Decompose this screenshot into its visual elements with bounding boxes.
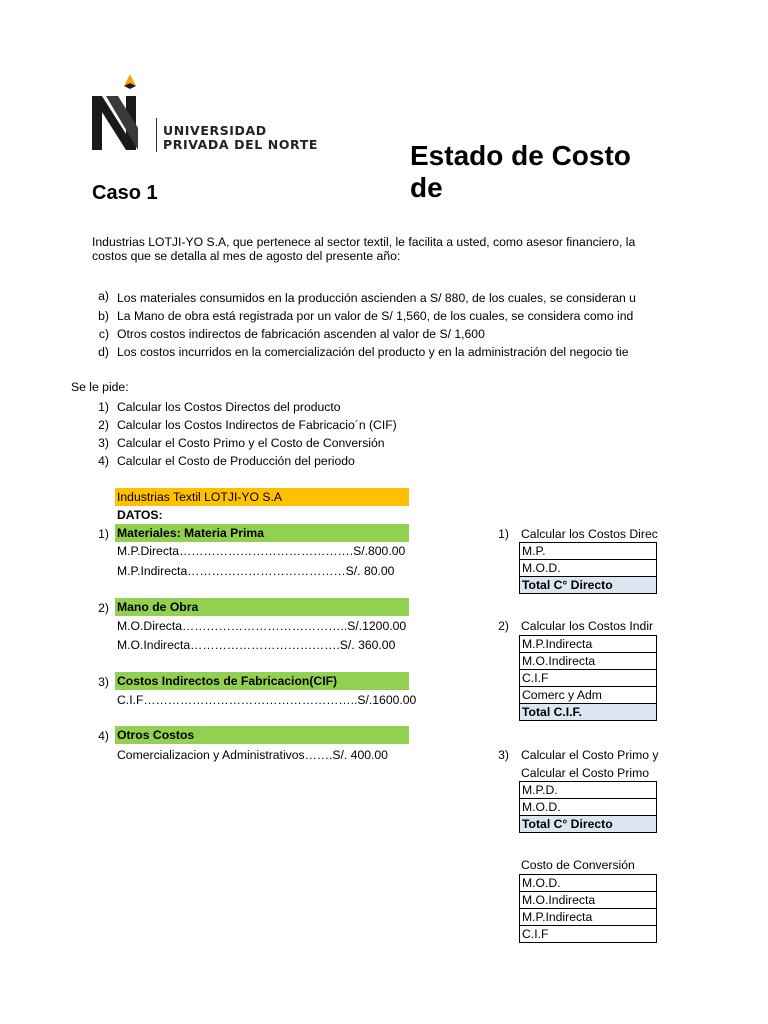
case-heading: Caso 1 (92, 182, 158, 204)
fact-text: Los costos incurridos en la comercialización del producto y en la administración del negocio tie (117, 345, 629, 359)
section-header-otros-costos: Otros Costos (115, 726, 409, 744)
data-line: M.P.Directa…………………………………….S/.800.00 (117, 544, 406, 558)
section-num: 4) (98, 729, 109, 743)
table-cell[interactable]: Comerc y Adm (520, 687, 657, 704)
table-cell[interactable]: M.O.Indirecta (520, 892, 657, 909)
section-header-materiales: Materiales: Materia Prima (115, 524, 409, 542)
ask-num: 1) (98, 400, 109, 414)
intro-line-1: Industrias LOTJI-YO S.A, que pertenece al sector textil, le facilita a usted, como asesor financiero, la (92, 235, 636, 249)
question-label: Calcular el Costo Primo y (521, 748, 659, 762)
table-cell[interactable]: M.O.D. (520, 560, 657, 577)
costos-directos-table (519, 542, 657, 594)
table-total-cell[interactable]: Total C.I.F. (520, 704, 657, 721)
data-line: M.P.Indirecta…………………………………S/. 80.00 (117, 564, 395, 578)
fact-key: c) (98, 327, 109, 341)
university-name-line2: PRIVADA DEL NORTE (163, 137, 318, 152)
data-line: C.I.F……………………………………………..S/.1600.00 (117, 693, 417, 707)
ask-item: Calcular los Costos Indirectos de Fabricacio´n (CIF) (117, 418, 397, 432)
fact-key: a) (98, 289, 109, 303)
section-num: 1) (98, 527, 109, 541)
table-cell[interactable]: M.P.D. (520, 782, 657, 799)
company-banner: Industrias Textil LOTJI-YO S.A (115, 488, 409, 506)
table-total-cell[interactable]: Total C° Directo (520, 816, 657, 833)
datos-label: DATOS: (117, 508, 163, 522)
question-label: Calcular los Costos Indir (521, 619, 654, 633)
section-header-mano-obra: Mano de Obra (115, 598, 409, 616)
page-title: Estado de Costo de (410, 140, 631, 203)
question-num: 1) (498, 527, 509, 541)
question-sublabel: Calcular el Costo Primo (521, 766, 650, 780)
data-line: M.O.Directa…………………………………..S/.1200.00 (117, 619, 407, 633)
ask-num: 3) (98, 436, 109, 450)
table-cell[interactable]: M.O.D. (520, 799, 657, 816)
section-header-cif: Costos Indirectos de Fabricacion(CIF) (115, 672, 409, 690)
fact-text: La Mano de obra está registrada por un valor de S/ 1,560, de los cuales, se considera como ind (117, 309, 634, 323)
ask-item: Calcular los Costos Directos del producto (117, 400, 341, 414)
ask-item: Calcular el Costo Primo y el Costo de Conversión (117, 436, 385, 450)
section-num: 2) (98, 601, 109, 615)
conversion-label: Costo de Conversión (521, 858, 635, 872)
table-cell[interactable]: M.P. (520, 543, 657, 560)
ask-label: Se le pide: (71, 380, 129, 394)
costo-conversion-table (519, 874, 657, 943)
fact-text: Otros costos indirectos de fabricación ascenden al valor de S/ 1,600 (117, 327, 485, 341)
fact-key: b) (98, 309, 109, 323)
section-num: 3) (98, 675, 109, 689)
ask-num: 4) (98, 454, 109, 468)
cif-table (519, 635, 657, 721)
table-cell[interactable]: C.I.F (520, 926, 657, 943)
data-line: M.O.Indirecta……………………………….S/. 360.00 (117, 638, 396, 652)
ask-item: Calcular el Costo de Producción del periodo (117, 454, 355, 468)
question-label: Calcular los Costos Direc (521, 527, 658, 541)
table-cell[interactable]: M.O.D. (520, 875, 657, 892)
fact-key: d) (98, 345, 109, 359)
table-total-cell[interactable]: Total C° Directo (520, 577, 657, 594)
question-num: 2) (498, 619, 509, 633)
fact-text: Los materiales consumidos en la producción ascienden a S/ 880, de los cuales, se consideran u (117, 291, 636, 305)
university-name-line1: UNIVERSIDAD (163, 123, 267, 138)
question-num: 3) (498, 748, 509, 762)
ask-num: 2) (98, 418, 109, 432)
table-cell[interactable]: M.P.Indirecta (520, 909, 657, 926)
logo-divider (156, 118, 157, 152)
costo-primo-table (519, 781, 657, 833)
table-cell[interactable]: M.O.Indirecta (520, 653, 657, 670)
data-line: Comercializacion y Administrativos…….S/. 400.00 (117, 748, 388, 762)
table-cell[interactable]: M.P.Indirecta (520, 636, 657, 653)
table-cell[interactable]: C.I.F (520, 670, 657, 687)
upn-logo-icon (90, 72, 152, 157)
intro-line-2: costos que se detalla al mes de agosto del presente año: (92, 249, 401, 263)
